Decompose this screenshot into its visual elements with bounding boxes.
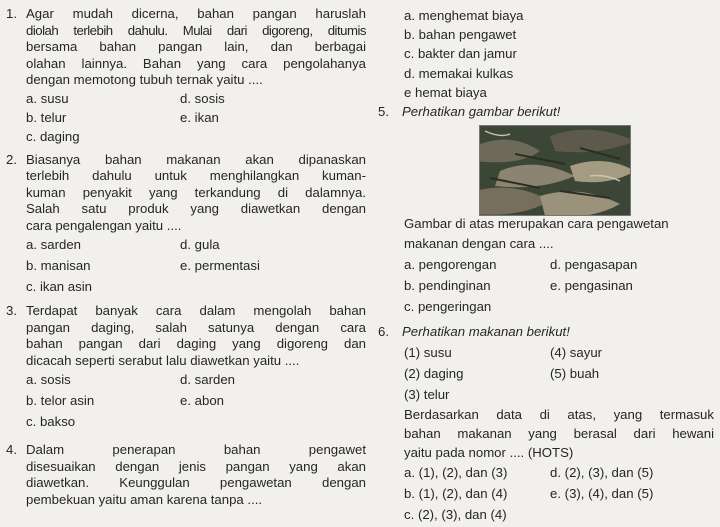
q6-item-3: (3) telur	[404, 387, 450, 403]
q6-option-c[interactable]: c. (2), (3), dan (4)	[404, 507, 507, 523]
q6-item-4: (4) sayur	[550, 345, 603, 361]
q6-prompt-line	[378, 322, 714, 342]
dried-food-photo	[479, 125, 631, 216]
q4-number: 4.	[6, 442, 17, 457]
q6-option-a[interactable]: a. (1), (2), dan (3)	[404, 465, 508, 481]
q2-line-4: Salah satu produk yang diawetkan dengan	[26, 201, 366, 216]
q1-options-row-3	[6, 127, 366, 146]
q1-line-4: olahan lainnya. Bahan yang cara pengolahanya	[26, 55, 366, 71]
q6-number: 6.	[378, 324, 389, 340]
q5-options-row-1	[378, 254, 714, 275]
q3-option-c[interactable]: c. bakso	[26, 414, 76, 429]
q2-line-3: kuman penyakit yang terkandung di dalamnya.	[26, 184, 366, 200]
q5-option-b[interactable]: b. pendinginan	[404, 278, 491, 294]
q5-line-1: Gambar di atas merupakan cara pengawetan	[404, 216, 669, 232]
dried-food-photo-icon	[480, 126, 630, 215]
q4-line-4: pembekuan yaitu aman karena tanpa ....	[26, 491, 263, 507]
q6-option-e[interactable]: e. (3), (4), dan (5)	[550, 486, 654, 502]
q5-option-e[interactable]: e. pengasinan	[550, 278, 633, 294]
q6-options-row-3	[378, 504, 714, 525]
q3-option-e[interactable]: e. abon	[180, 393, 225, 408]
question-4	[6, 442, 366, 508]
q2-option-a[interactable]: a. sarden	[26, 237, 81, 252]
q5-prompt-line	[378, 102, 714, 122]
q3-line-4: dicacah seperti serabut lalu diawetkan yaitu ....	[26, 352, 300, 368]
question-3	[6, 303, 366, 432]
q6-line-1: Berdasarkan data di atas, yang termasuk	[404, 407, 714, 423]
q3-option-b[interactable]: b. telor asin	[26, 393, 95, 408]
q5-option-d[interactable]: d. pengasapan	[550, 257, 638, 273]
q6-items-row-2	[378, 363, 714, 384]
q1-option-c[interactable]: c. daging	[26, 128, 80, 144]
q3-option-a[interactable]: a. sosis	[26, 372, 71, 387]
q3-option-d[interactable]: d. sarden	[180, 372, 235, 387]
q4-text-1: Dalam penerapan bahan pengawet	[26, 442, 366, 457]
q4-option-e[interactable]: e hemat biaya	[404, 84, 487, 100]
q3-line-2: pangan daging, salah satunya dengan cara	[26, 319, 366, 335]
q2-option-b[interactable]: b. manisan	[26, 258, 91, 273]
q6-options-row-1	[378, 462, 714, 483]
q5-number: 5.	[378, 104, 389, 120]
spacer	[6, 432, 366, 442]
q4-option-c[interactable]: c. bakter dan jamur	[404, 46, 517, 62]
q4-option-d[interactable]: d. memakai kulkas	[404, 65, 514, 81]
q1-text-1: Agar mudah dicerna, bahan pangan haruslah	[26, 6, 366, 21]
q1-line-2: diolah terlebih dahulu. Mulai dari digoreng, ditumis	[26, 22, 366, 38]
q4-line-2: disesuaikan dengan jenis pangan yang akan	[26, 458, 366, 474]
q2-option-c[interactable]: c. ikan asin	[26, 279, 92, 294]
q2-number: 2.	[6, 151, 17, 167]
q4-line-3: diawetkan. Keunggulan pengawetan dengan	[26, 475, 366, 490]
q1-options-row-1	[6, 89, 366, 108]
question-2	[6, 152, 366, 298]
q5-option-a[interactable]: a. pengorengan	[404, 257, 497, 273]
q6-options-row-2	[378, 483, 714, 504]
q1-option-d[interactable]: d. sosis	[180, 90, 225, 106]
q2-line-5: cara pengalengan yaitu ....	[26, 217, 182, 233]
q1-line-3: bersama bahan pangan lain, dan berbagai	[26, 39, 366, 54]
q6-item-2: (2) daging	[404, 366, 464, 382]
q6-item-5: (5) buah	[550, 366, 600, 382]
q4-option-b[interactable]: b. bahan pengawet	[404, 27, 517, 43]
q1-option-b[interactable]: b. telur	[26, 109, 67, 125]
q3-options-row-1	[6, 369, 366, 390]
q3-line-1	[6, 303, 366, 320]
q2-text-1: Biasanya bahan makanan akan dipanaskan	[26, 151, 366, 167]
q6-option-b[interactable]: b. (1), (2), dan (4)	[404, 486, 508, 502]
q4-option-a[interactable]: a. menghemat biaya	[404, 8, 524, 23]
q2-line-1	[6, 152, 366, 169]
q5-options-row-2	[378, 275, 714, 296]
q2-option-d[interactable]: d. gula	[180, 237, 220, 252]
right-column	[378, 6, 714, 525]
q1-number: 1.	[6, 6, 17, 21]
left-column	[6, 6, 366, 508]
q5-prompt: Perhatikan gambar berikut!	[402, 104, 561, 120]
q6-items-row-1	[378, 342, 714, 363]
q2-line-2: terlebih dahulu untuk menghilangkan kuman-	[26, 168, 366, 183]
question-1	[6, 6, 366, 146]
q1-option-e[interactable]: e. ikan	[180, 109, 219, 125]
q4-options	[378, 6, 714, 102]
q1-line-1	[6, 6, 366, 23]
q5-options-row-3	[378, 296, 714, 317]
q6-item-1: (1) susu	[404, 345, 452, 361]
q5-option-c[interactable]: c. pengeringan	[404, 299, 492, 315]
q1-option-a[interactable]: a. susu	[26, 90, 69, 106]
q5-line-2: makanan dengan cara ....	[404, 236, 554, 252]
q2-option-e[interactable]: e. permentasi	[180, 258, 260, 273]
q4-line-1	[6, 442, 366, 459]
q3-options-row-3	[6, 411, 366, 432]
q1-options-row-2	[6, 108, 366, 127]
q3-text-1: Terdapat banyak cara dalam mengolah bahan	[26, 303, 366, 318]
q3-options-row-2	[6, 390, 366, 411]
q6-line-2: bahan makanan yang berasal dari hewani	[404, 426, 714, 442]
q6-items-row-3	[378, 384, 714, 405]
q2-options-row-3	[6, 276, 366, 297]
q3-line-3: bahan pangan dari daging yang digoreng dan	[26, 336, 366, 351]
q6-line-3: yaitu pada nomor .... (HOTS)	[404, 445, 574, 461]
q2-options-row-2	[6, 255, 366, 276]
question-6	[378, 322, 714, 525]
q2-options-row-1	[6, 234, 366, 255]
q6-prompt: Perhatikan makanan berikut!	[402, 324, 570, 340]
q3-number: 3.	[6, 303, 17, 318]
q6-option-d[interactable]: d. (2), (3), dan (5)	[550, 465, 654, 481]
q1-line-5: dengan memotong tubuh ternak yaitu ....	[26, 72, 263, 87]
